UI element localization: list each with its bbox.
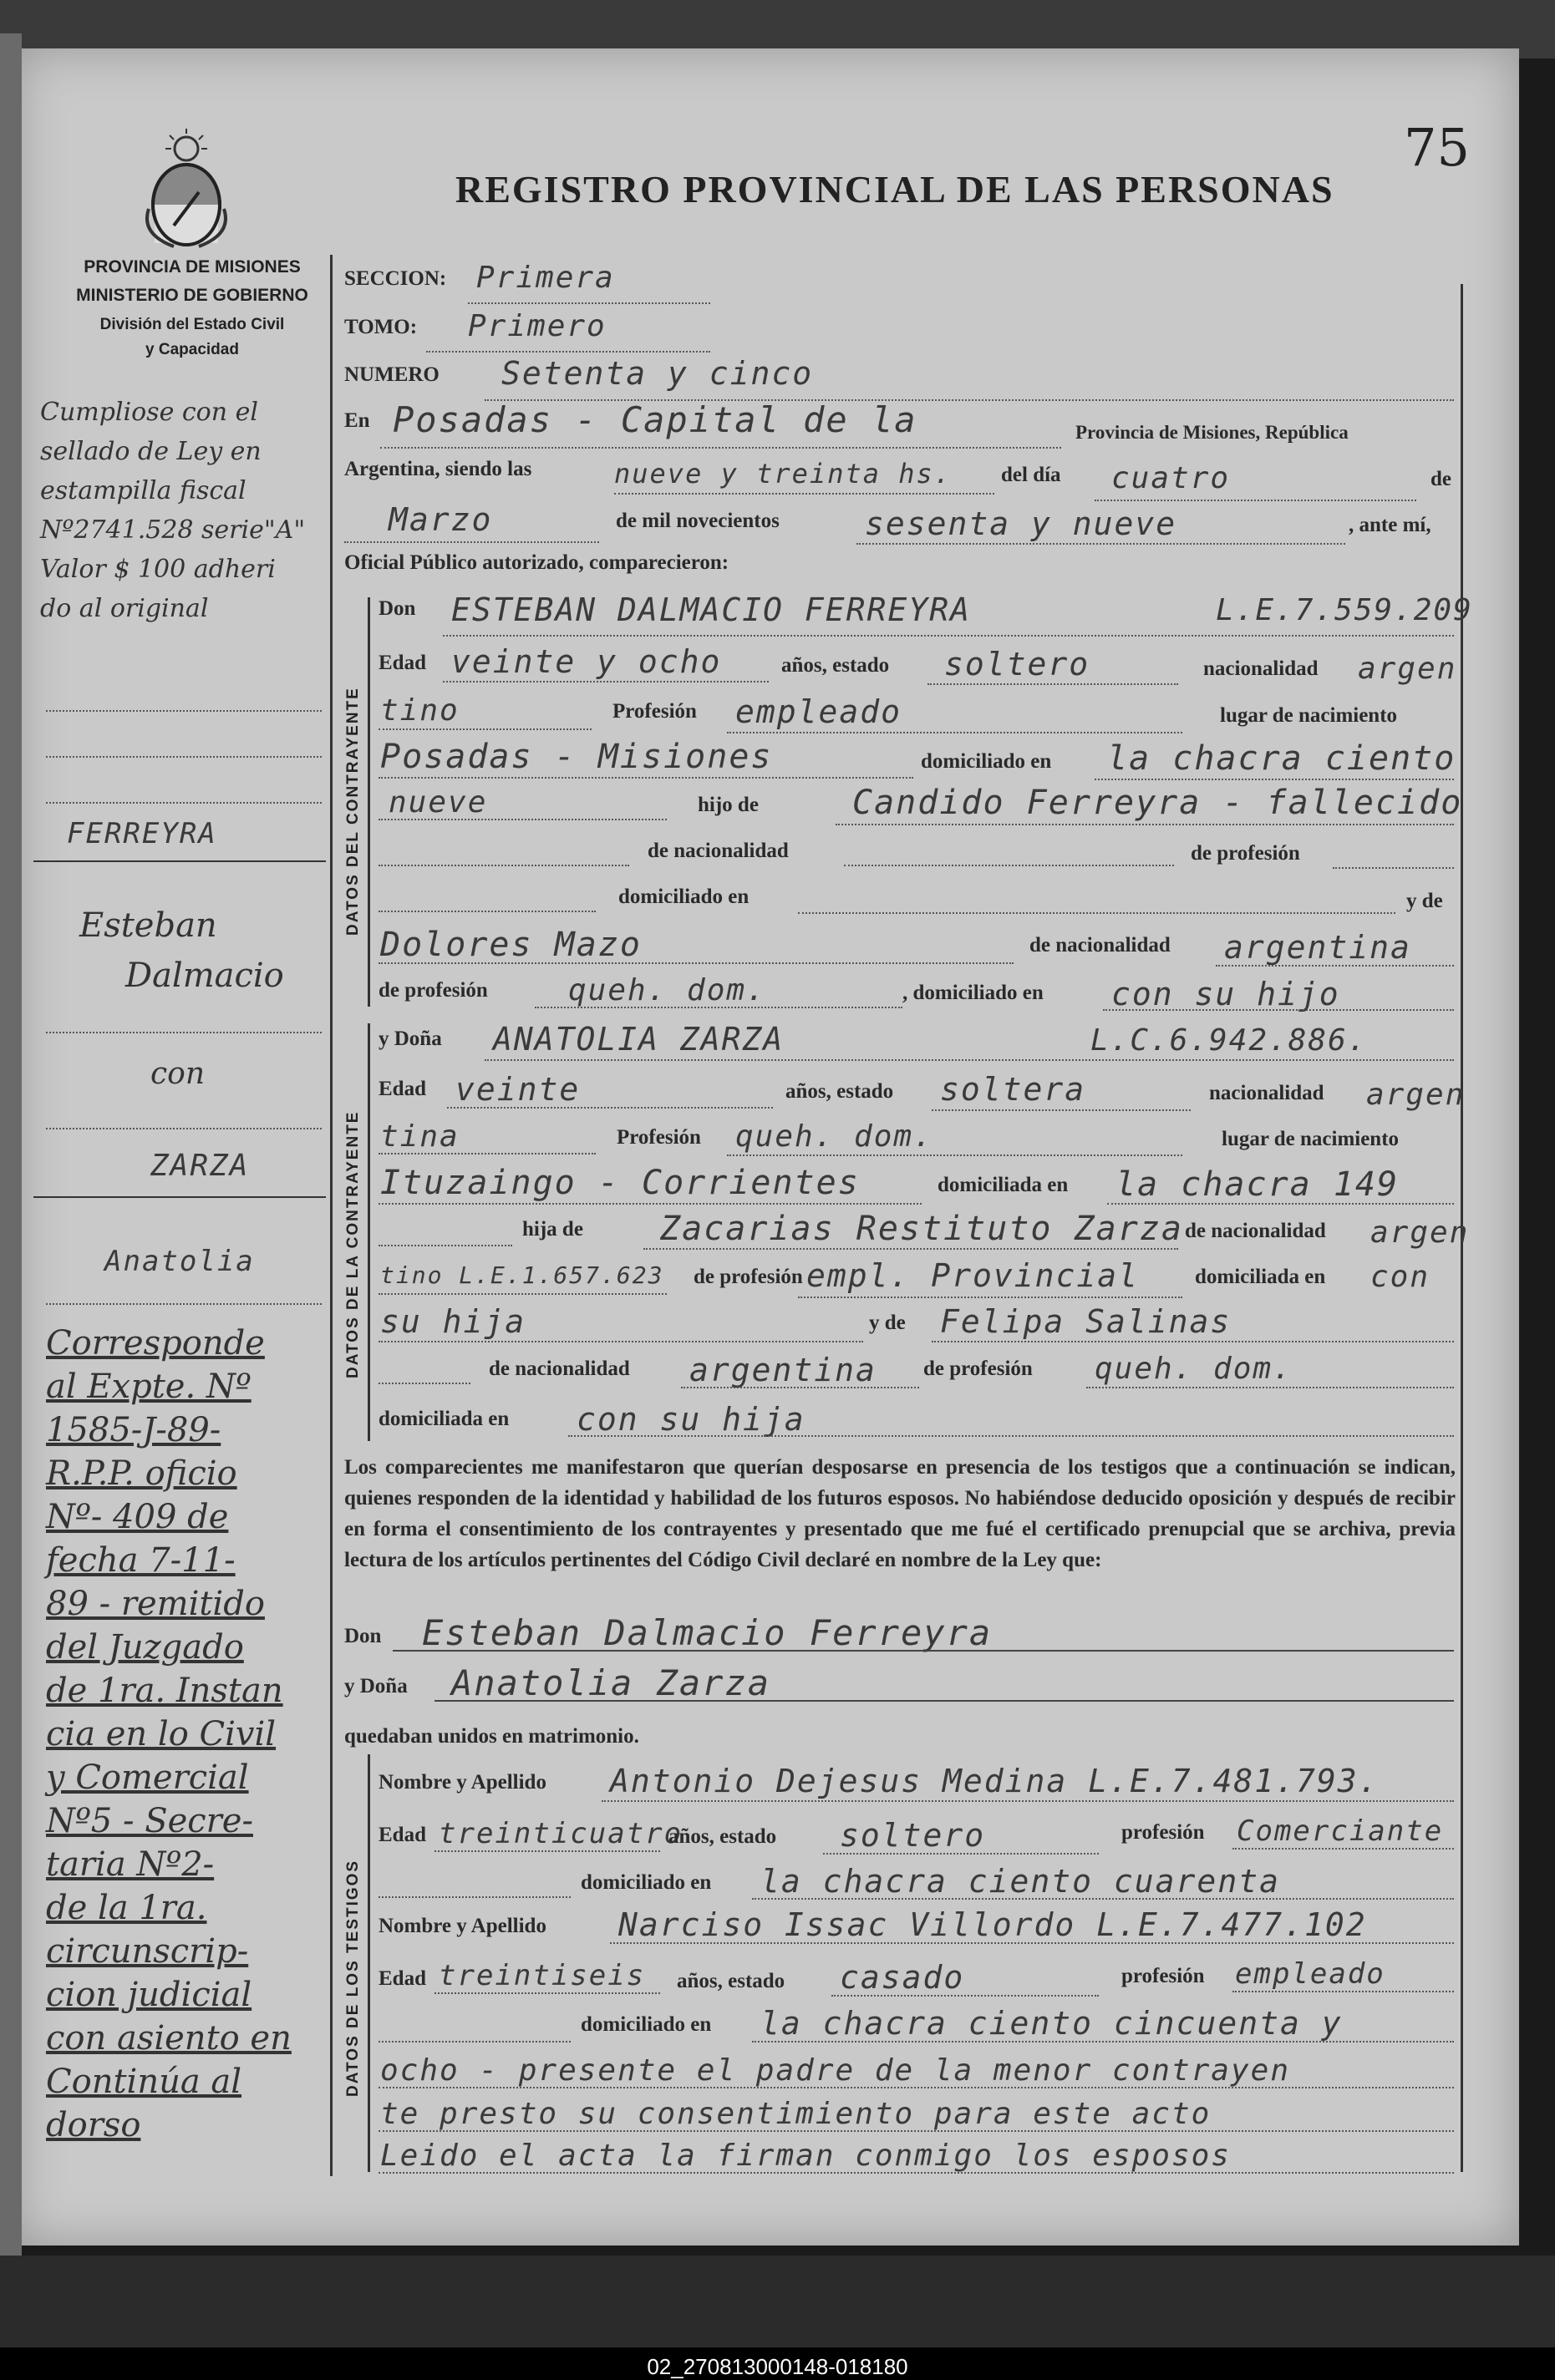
mother-nat-underline — [1216, 965, 1454, 967]
witness1-marital-status: soltero — [840, 1817, 986, 1854]
groom-age-underline — [443, 681, 769, 683]
numero-label: NUMERO — [344, 363, 440, 386]
bride-address: la chacra 149 — [1115, 1165, 1400, 1204]
t2-anos-estado: años, estado — [677, 1970, 785, 1992]
mes-value: Marzo — [389, 501, 493, 538]
bride-document: L.C.6.942.886. — [1090, 1023, 1368, 1058]
hija-de-label: hija de — [522, 1218, 583, 1241]
anos-estado-label: años, estado — [781, 654, 890, 677]
tomo-underline — [426, 351, 710, 353]
margin-rule — [46, 802, 322, 804]
margin-rule — [46, 710, 322, 712]
groom-marital-status: soltero — [944, 646, 1090, 683]
bride-father-underline — [643, 1248, 1178, 1250]
margin-rule — [46, 1303, 322, 1305]
tomo-label: TOMO: — [344, 316, 418, 338]
witness1-age-underline — [434, 1850, 660, 1852]
margin-line: de la 1ra. — [46, 1889, 207, 1927]
witness2-prof-underline — [1232, 1991, 1454, 1992]
witness2-line-b — [379, 2087, 1454, 2088]
en-label: En — [344, 409, 370, 432]
margin-rule — [46, 1128, 322, 1129]
bride-father-prof-label: de profesión — [694, 1266, 803, 1288]
margin-groom-name-2: Dalmacio — [125, 957, 284, 995]
witness2-address-underline — [752, 2041, 1454, 2043]
division-name: División del Estado Civil — [99, 316, 285, 333]
witness1-profession: Comerciante — [1237, 1814, 1444, 1848]
registry-title: REGISTRO PROVINCIAL DE LAS PERSONAS — [455, 168, 1334, 211]
groom-address-underline — [1095, 779, 1454, 780]
bride-nacionalidad-label: nacionalidad — [1209, 1082, 1324, 1104]
groom-mother-underline — [379, 962, 1014, 964]
margin-line: Corresponde — [46, 1324, 265, 1363]
division-name-2: y Capacidad — [145, 341, 239, 358]
witness2-name-underline — [610, 1942, 1454, 1944]
groom-name: ESTEBAN DALMACIO FERREYRA — [451, 591, 971, 628]
witness1-address-underline — [752, 1898, 1454, 1900]
margin-line: sellado de Ley en — [40, 437, 262, 466]
witness1-name: Antonio Dejesus Medina L.E.7.481.793. — [610, 1763, 1380, 1799]
bride-father-dom-a: con — [1370, 1260, 1430, 1294]
margin-line: cia en lo Civil — [46, 1715, 277, 1753]
father-address-label: domiciliado en — [618, 886, 750, 908]
dona-label: y Doña — [379, 1028, 442, 1050]
bride-nat-underline — [379, 1153, 596, 1154]
margin-line: dorso — [46, 2106, 141, 2144]
margin-line: del Juzgado — [46, 1628, 244, 1667]
margin-line: al Expte. Nº — [46, 1368, 252, 1406]
groom-birthplace-underline — [379, 777, 913, 779]
oficial-text: Oficial Público autorizado, comparecieron: — [344, 551, 729, 574]
witness1-dom-pre — [379, 1896, 571, 1898]
bride-age: veinte — [455, 1071, 581, 1108]
bride-mother-nat-underline — [681, 1387, 919, 1388]
bride-father-nat-a: argen — [1370, 1215, 1470, 1250]
groom-address-b: nueve — [389, 785, 488, 820]
bride-age-underline — [447, 1107, 773, 1109]
margin-bride-name: Anatolia — [104, 1245, 255, 1278]
seccion-value: Primera — [476, 261, 615, 295]
nationality-underline — [379, 728, 592, 730]
t2-edad-label: Edad — [379, 1967, 426, 1990]
bride-father-dom-label: domiciliada en — [1195, 1266, 1326, 1288]
witness2-profession: empleado — [1235, 1957, 1385, 1991]
bride-domiciliada-label: domiciliada en — [938, 1174, 1069, 1196]
witness1-name-underline — [602, 1800, 1454, 1802]
provincia-text: Provincia de Misiones, República — [1075, 422, 1349, 443]
tomo-value: Primero — [468, 309, 607, 343]
bride-mother-prof-label: de profesión — [923, 1357, 1033, 1380]
decl-groom: Esteban Dalmacio Ferreyra — [422, 1612, 993, 1653]
seccion-label: SECCION: — [344, 267, 447, 290]
mother-address-label: , domiciliado en — [902, 982, 1044, 1004]
margin-line: Continúa al — [46, 2063, 242, 2101]
witness1-prof-underline — [1232, 1848, 1454, 1850]
bride-profesion-label: Profesión — [617, 1126, 701, 1149]
margin-line: de 1ra. Instan — [46, 1672, 283, 1710]
margin-line: con asiento en — [46, 2019, 292, 2058]
witness1-address: la chacra ciento cuarenta — [760, 1863, 1280, 1900]
decl-bride-underline — [434, 1700, 1454, 1702]
bride-marital-status: soltera — [940, 1071, 1086, 1108]
t2-profesion-label: profesión — [1121, 1965, 1205, 1987]
margin-divider — [33, 1196, 326, 1198]
bride-father-nat-label: de nacionalidad — [1185, 1220, 1326, 1242]
witness1-status-underline — [823, 1853, 1099, 1855]
bride-name: ANATOLIA ZARZA — [493, 1021, 785, 1058]
witness2-age: treintiseis — [439, 1959, 646, 1992]
father-dom-underline — [379, 911, 596, 912]
t1-domiciliado-label: domiciliado en — [581, 1871, 712, 1894]
margin-note-sellado — [40, 393, 305, 628]
bride-mother-prof-underline — [1086, 1387, 1454, 1388]
margin-line: circunscrip- — [46, 1932, 249, 1971]
bride-status-underline — [932, 1109, 1191, 1111]
witness2-name: Narciso Issac Villordo L.E.7.477.102 — [618, 1906, 1367, 1943]
t1-anos-estado: años, estado — [668, 1825, 777, 1848]
witness2-age-underline — [434, 1992, 660, 1994]
bride-birthplace: Ituzaingo - Corrientes — [380, 1164, 860, 1202]
mother-nationality-label: de nacionalidad — [1029, 934, 1171, 957]
father-nationality-label: de nacionalidad — [648, 840, 789, 862]
contrayente-f-section-border — [368, 1023, 370, 1441]
witness2-line-c — [379, 2130, 1454, 2132]
witness2-dom-pre — [379, 2041, 571, 2043]
witness2-address-d: Leido el acta la firman conmigo los esposos — [380, 2139, 1231, 2173]
margin-rule — [46, 756, 322, 758]
margin-groom-surname: FERREYRA — [67, 817, 217, 850]
mother-profession-label: de profesión — [379, 979, 488, 1002]
lugar-nacimiento-label: lugar de nacimiento — [1220, 704, 1398, 727]
decl-don-label: Don — [344, 1625, 382, 1647]
groom-father-underline — [836, 824, 1454, 825]
bride-birthplace-underline — [379, 1203, 922, 1205]
bride-profession: queh. dom. — [735, 1119, 933, 1154]
contrayente-section-border — [368, 597, 370, 1007]
t2-nombre-label: Nombre y Apellido — [379, 1915, 546, 1937]
nacionalidad-label: nacionalidad — [1203, 657, 1319, 680]
margin-line: 1585-J-89- — [46, 1411, 221, 1449]
hijo-de-label: hijo de — [698, 794, 759, 816]
bride-mother-address: con su hija — [577, 1401, 805, 1438]
t1-nombre-label: Nombre y Apellido — [379, 1771, 546, 1794]
address-underline — [379, 819, 667, 820]
father-address-value-underline — [798, 912, 1395, 914]
margin-line: R.P.P. oficio — [46, 1454, 237, 1493]
mes-underline — [344, 541, 599, 543]
mother-address-underline — [1103, 1009, 1454, 1011]
groom-birthplace: Posadas - Misiones — [380, 738, 773, 776]
ante-mi-label: , ante mí, — [1349, 514, 1431, 536]
hora-value: nueve y treinta hs. — [614, 458, 953, 490]
groom-profession: empleado — [735, 693, 902, 730]
seccion-underline — [468, 302, 710, 304]
groom-profession-underline — [727, 732, 1182, 733]
bride-mother-nationality: argentina — [689, 1352, 877, 1388]
father-profession-label: de profesión — [1191, 842, 1300, 865]
margin-line: fecha 7-11- — [46, 1541, 236, 1580]
del-dia-label: del día — [1001, 464, 1061, 486]
bride-nationality-a: argen — [1366, 1078, 1466, 1112]
de-label: de — [1430, 468, 1451, 490]
bride-father-nat-b: tino L.E.1.657.623 — [380, 1261, 664, 1289]
groom-address-a: la chacra ciento — [1107, 739, 1456, 778]
bride-address-underline — [1107, 1203, 1454, 1205]
decl-groom-underline — [393, 1650, 1454, 1652]
hora-underline — [614, 493, 994, 495]
y-de-label: y de — [1406, 890, 1443, 912]
coat-of-arms-icon — [140, 125, 232, 251]
t1-profesion-label: profesión — [1121, 1821, 1205, 1844]
numero-value: Setenta y cinco — [501, 355, 814, 392]
province-name: PROVINCIA DE MISIONES — [84, 257, 301, 277]
profesion-label: Profesión — [612, 700, 697, 723]
margin-line: y Comercial — [46, 1758, 249, 1797]
bride-father-nat-underline — [379, 1293, 667, 1295]
margin-con: con — [150, 1057, 206, 1091]
mother-prof-underline — [535, 1007, 902, 1008]
groom-status-underline — [927, 683, 1178, 685]
left-column-divider — [330, 255, 333, 2176]
don-label: Don — [379, 597, 416, 620]
groom-nationality-a: argen — [1358, 652, 1457, 686]
en-underline — [380, 447, 1061, 449]
father-nat-value-underline — [844, 865, 1174, 866]
margin-groom-name-1: Esteban — [79, 906, 217, 945]
margin-line: cion judicial — [46, 1976, 252, 2014]
witness2-address-a: la chacra ciento cincuenta y — [760, 2005, 1343, 2042]
margin-divider — [33, 860, 326, 862]
bride-anos-estado: años, estado — [785, 1080, 894, 1103]
mother-profession: queh. dom. — [568, 973, 766, 1007]
hija-underline — [379, 1245, 512, 1246]
bride-mother-underline — [932, 1341, 1454, 1342]
groom-father: Candido Ferreyra - fallecido — [852, 784, 1463, 822]
margin-line: Cumpliose con el — [40, 398, 258, 427]
margin-rule — [46, 1032, 322, 1033]
decl-bride: Anatolia Zarza — [451, 1662, 771, 1703]
bride-mother-dom-label: domiciliada en — [379, 1408, 510, 1430]
bride-edad-label: Edad — [379, 1078, 426, 1100]
bride-mother-profession: queh. dom. — [1095, 1352, 1293, 1386]
margin-line: Nº- 409 de — [46, 1498, 229, 1536]
groom-name-underline — [443, 635, 1454, 637]
bride-mother: Felipa Salinas — [940, 1303, 1232, 1340]
bride-mother-nat-label: de nacionalidad — [489, 1357, 630, 1380]
bride-father-dom-b: su hija — [380, 1303, 526, 1340]
decl-dona-label: y Doña — [344, 1675, 408, 1697]
mother-address: con su hijo — [1111, 976, 1340, 1012]
bride-mother-nat-pre-underline — [379, 1383, 470, 1384]
anio-underline — [856, 543, 1345, 545]
margin-line: Nº5 - Secre- — [46, 1802, 253, 1840]
file-id-caption: 02_270813000148-018180 — [647, 2354, 908, 2379]
margin-line: Valor $ 100 adheri — [40, 555, 276, 584]
groom-nationality-b: tino — [380, 693, 460, 728]
witness2-address-b: ocho - presente el padre de la menor contrayen — [380, 2053, 1290, 2088]
bride-lugar-label: lugar de nacimiento — [1222, 1128, 1400, 1150]
ministry-name: MINISTERIO DE GOBIERNO — [76, 286, 308, 305]
scan-background-bottom — [0, 2256, 1555, 2347]
anio-value: sesenta y nueve — [865, 505, 1177, 542]
bride-father-profession: empl. Provincial — [806, 1257, 1140, 1294]
page-number: 75 — [1404, 117, 1470, 178]
t2-domiciliado-label: domiciliado en — [581, 2013, 712, 2036]
bride-father-prof-underline — [798, 1297, 1182, 1298]
witness2-address-c: te presto su consentimiento para este acto — [380, 2097, 1212, 2131]
en-value: Posadas - Capital de la — [393, 399, 917, 440]
quedaban-text: quedaban unidos en matrimonio. — [344, 1725, 639, 1748]
testigos-side-label: DATOS DE LOS TESTIGOS — [344, 1859, 362, 2097]
margin-line: estampilla fiscal — [40, 476, 246, 505]
bride-father-dom-underline — [379, 1341, 863, 1342]
bride-nationality-b: tina — [380, 1119, 460, 1154]
testigos-section-border — [368, 1754, 370, 2172]
margin-line: 89 - remitido — [46, 1585, 265, 1623]
margin-note-expediente — [46, 1322, 292, 2147]
margin-line: Nº2741.528 serie"A" — [40, 515, 306, 545]
bride-profession-underline — [727, 1154, 1182, 1156]
witness2-marital-status: casado — [840, 1959, 965, 1996]
contrayente-side-label: DATOS DEL CONTRAYENTE — [344, 687, 362, 936]
witness2-status-underline — [831, 1995, 1099, 1997]
groom-document: L.E.7.559.209 — [1216, 593, 1473, 627]
t1-edad-label: Edad — [379, 1824, 426, 1846]
edad-label: Edad — [379, 652, 426, 674]
groom-mother: Dolores Mazo — [380, 926, 642, 964]
argentina-text: Argentina, siendo las — [344, 458, 532, 480]
bride-y-de-label: y de — [869, 1312, 906, 1334]
margin-bride-surname: ZARZA — [150, 1149, 250, 1183]
dia-value: cuatro — [1111, 461, 1231, 495]
groom-age: veinte y ocho — [451, 643, 722, 680]
book-spine — [0, 33, 22, 2272]
witness1-age: treinticuatro — [439, 1817, 683, 1850]
mother-nationality: argentina — [1224, 929, 1411, 966]
domiciliado-label: domiciliado en — [921, 750, 1052, 773]
contrayente-f-side-label: DATOS DE LA CONTRAYENTE — [344, 1110, 362, 1378]
declaration-paragraph: Los comparecientes me manifestaron que querían desposarse en presencia de los testigos que a continuación se indican, quienes responden de la identidad y habilidad de los futuros esposos. No habiéndose deducido oposición y después de recibir en forma el consentimiento de los contrayentes y presentado que me fué el certificado prenupcial que se archiva, previa lectura de los artículos pertinentes del Código Civil declaré en nombre de la Ley que: — [344, 1456, 1456, 1571]
father-prof-underline — [1333, 867, 1454, 869]
father-nat-underline — [379, 865, 629, 866]
dia-underline — [1095, 500, 1416, 501]
de-mil-label: de mil novecientos — [616, 510, 780, 532]
bride-name-underline — [485, 1059, 1454, 1061]
margin-line: do al original — [40, 594, 209, 623]
margin-line: taria Nº2- — [46, 1845, 215, 1884]
witness2-line-d — [379, 2172, 1454, 2174]
bride-father: Zacarias Restituto Zarza — [660, 1210, 1183, 1248]
bride-mother-dom-underline — [568, 1435, 1454, 1437]
